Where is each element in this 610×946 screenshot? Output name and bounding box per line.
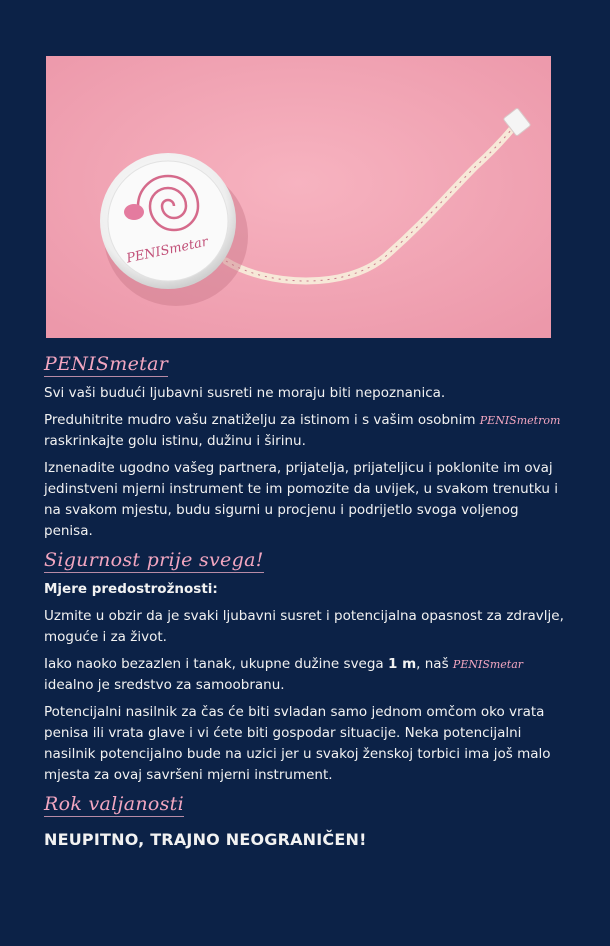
danger-paragraph: Uzmite u obzir da je svaki ljubavni susret i potencijalna opasnost za zdravlje, moguće i za život. xyxy=(44,608,564,645)
brand-inline: PENISmetar xyxy=(452,658,524,671)
device-label: PENISmetar xyxy=(125,234,210,267)
truth-text-b: raskrinkajte golu istinu, dužinu i širinu. xyxy=(44,433,306,449)
length-text-a: Iako naoko bezazlen i tanak, ukupne dužine svega xyxy=(44,656,384,672)
tape-disc-face xyxy=(108,161,228,281)
truth-paragraph xyxy=(44,410,564,452)
logo-tip xyxy=(124,204,144,220)
section-product xyxy=(44,352,564,542)
validity-value: NEUPITNO, TRAJNO NEOGRANIČEN! xyxy=(44,830,367,849)
attacker-paragraph: Potencijalni nasilnik za čas će biti svladan samo jednom omčom oko vrata penisa ili vrata glave i vi ćete biti gospodar situacije. Neka potencijalni nasilnik potencijalno bude na uzici jer u svakoj ženskoj torbici ima još malo mjesta za ovaj savršeni mjerni instrument. xyxy=(44,704,551,783)
length-text-c: idealno je sredstvo za samoobranu. xyxy=(44,677,285,693)
truth-text-a: Preduhitrite mudro vašu znatiželju za istinom i s vašim osobnim xyxy=(44,412,476,428)
gift-paragraph: Iznenadite ugodno vašeg partnera, prijatelja, prijateljicu i poklonite im ovaj jedinstveni mjerni instrument te im pomozite da uvijek, u svakom trenutku i na svakom mjestu, budu sigurni u procjenu i podrijetlo svoga voljenog penisa. xyxy=(44,460,558,539)
tape-measure-illustration xyxy=(46,56,551,338)
section-heading-validity: Rok valjanosti xyxy=(44,793,184,815)
section-heading-safety: Sigurnost prije svega! xyxy=(44,549,264,571)
length-paragraph xyxy=(44,654,564,696)
length-text-b: , naš xyxy=(416,656,449,672)
text-content xyxy=(44,352,564,856)
length-value: 1 m xyxy=(388,656,417,672)
precautions-subheading: Mjere predostrožnosti: xyxy=(44,581,218,597)
brand-inline: PENISmetrom xyxy=(479,414,561,427)
section-heading-product: PENISmetar xyxy=(44,353,169,375)
section-validity xyxy=(44,792,564,850)
product-photo xyxy=(46,56,551,338)
intro-paragraph: Svi vaši budući ljubavni susreti ne moraju biti nepoznanica. xyxy=(44,385,446,401)
section-safety xyxy=(44,548,564,786)
